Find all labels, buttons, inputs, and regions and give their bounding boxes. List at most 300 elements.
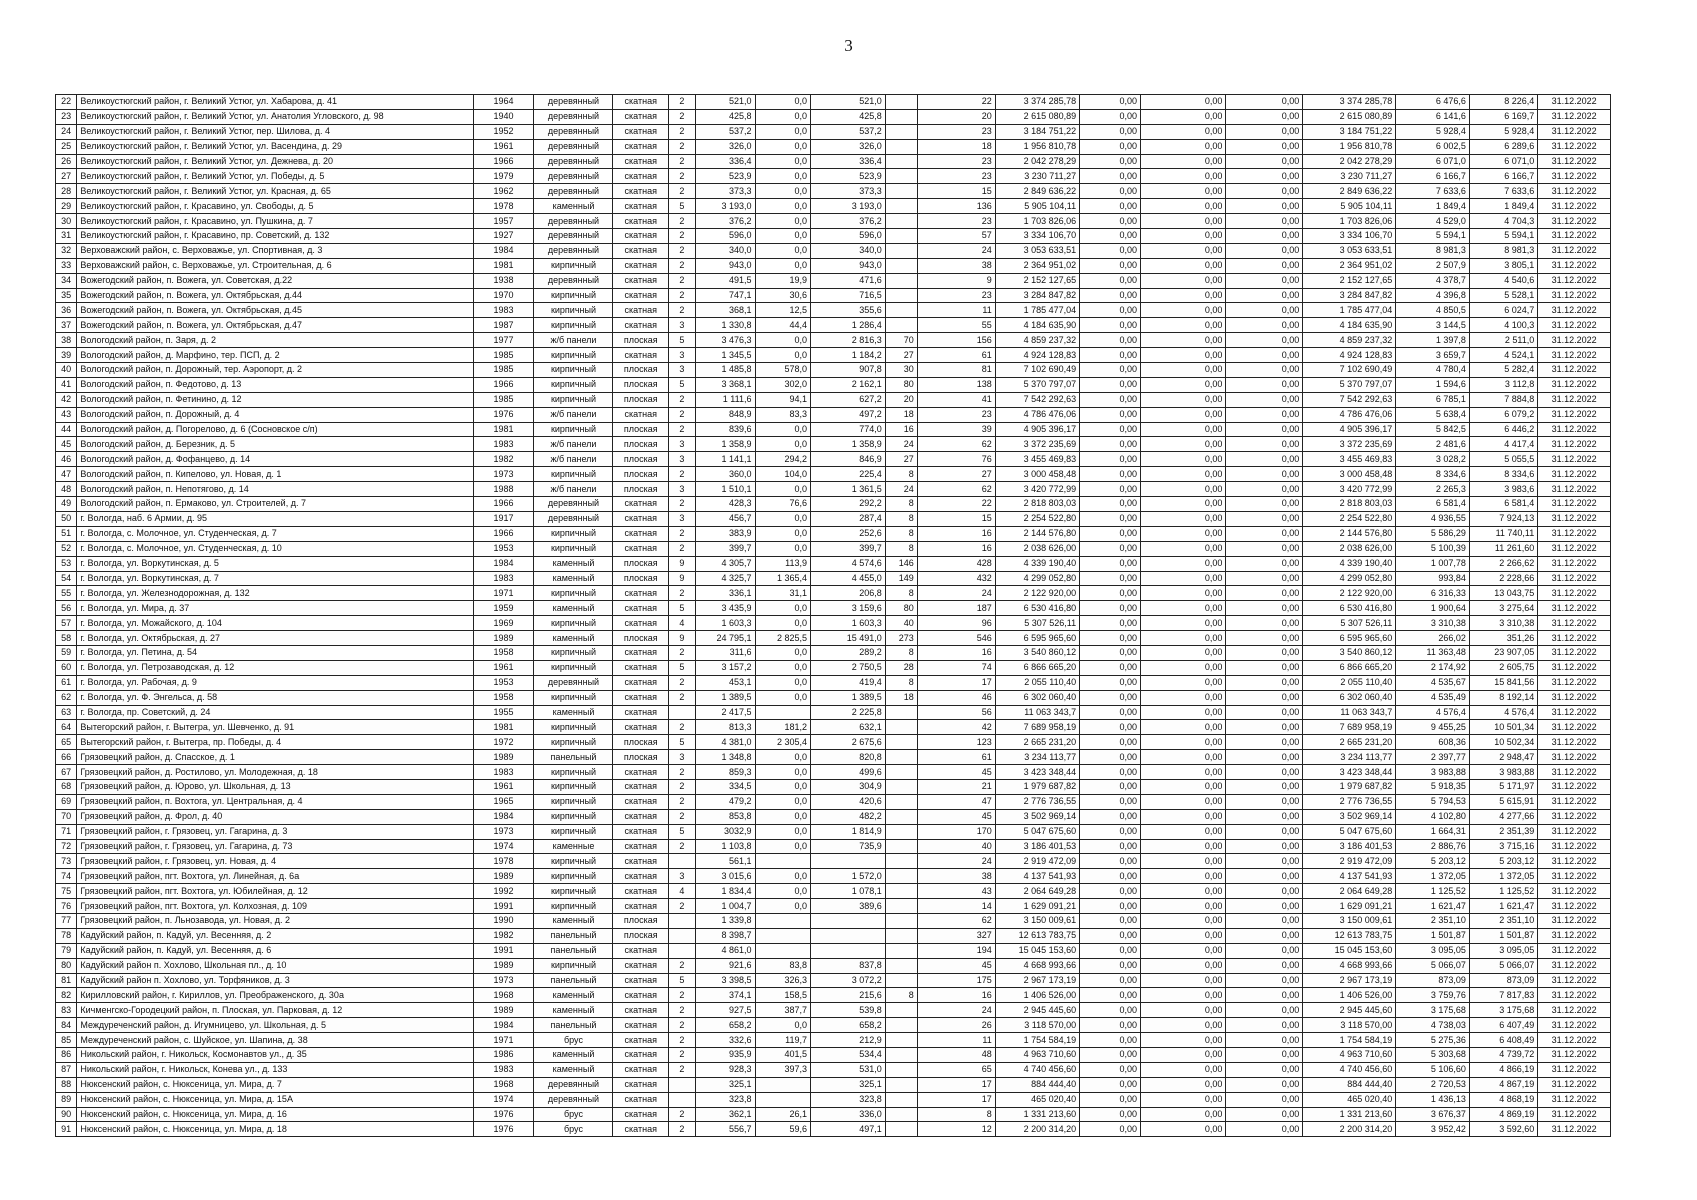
cost-owners-cell: 3 118 570,00: [1303, 1018, 1396, 1033]
nonres-area-cell: [755, 943, 811, 958]
unit-cost-cell: 4 576,4: [1396, 705, 1470, 720]
table-row: [56, 988, 1611, 1003]
total-cost-cell: 7 102 690,49: [995, 363, 1079, 378]
address-cell: Междуреченский район, с. Шуйское, ул. Шапина, д. 38: [77, 1033, 473, 1048]
address-cell: Кадуйский район, п. Кадуй, ул. Весенняя, д. 6: [77, 943, 473, 958]
cost-fund-a-cell: 0,00: [1080, 1092, 1141, 1107]
residents-cell: 23: [917, 124, 995, 139]
total-cost-cell: 1 754 584,19: [995, 1033, 1079, 1048]
res-area-cell: 531,0: [811, 1062, 886, 1077]
build-year-cell: 1958: [473, 690, 534, 705]
cost-fund-a-cell: 0,00: [1080, 318, 1141, 333]
cost-fund-b-cell: 0,00: [1141, 467, 1226, 482]
nonres-area-cell: 578,0: [755, 363, 811, 378]
cost-fund-c-cell: 0,00: [1226, 824, 1303, 839]
address-cell: г. Вологда, пр. Советский, д. 24: [77, 705, 473, 720]
nonres-area-cell: 94,1: [755, 392, 811, 407]
floors-cell: 2: [669, 765, 696, 780]
cost-fund-c-cell: 0,00: [1226, 765, 1303, 780]
unit-cost-limit-cell: 2 605,75: [1469, 660, 1537, 675]
apartments-cell: [885, 884, 917, 899]
res-area-cell: 1 389,5: [811, 690, 886, 705]
cost-fund-c-cell: 0,00: [1226, 482, 1303, 497]
cost-owners-cell: 5 307 526,11: [1303, 616, 1396, 631]
floors-cell: 3: [669, 482, 696, 497]
unit-cost-cell: 1 007,78: [1396, 556, 1470, 571]
cost-owners-cell: 3 184 751,22: [1303, 124, 1396, 139]
table-row: [56, 1092, 1611, 1107]
wall-material-cell: кирпичный: [534, 660, 613, 675]
wall-material-cell: кирпичный: [534, 363, 613, 378]
res-area-cell: 304,9: [811, 779, 886, 794]
build-year-cell: 1984: [473, 1018, 534, 1033]
cost-fund-b-cell: 0,00: [1141, 854, 1226, 869]
address-cell: Никольский район, г. Никольск, Космонавтов ул., д. 35: [77, 1048, 473, 1063]
unit-cost-cell: 3 144,5: [1396, 318, 1470, 333]
unit-cost-cell: 3 175,68: [1396, 1003, 1470, 1018]
cost-fund-c-cell: 0,00: [1226, 601, 1303, 616]
total-area-cell: 927,5: [695, 1003, 755, 1018]
total-cost-cell: 4 668 993,66: [995, 958, 1079, 973]
table-row: [56, 839, 1611, 854]
row-number-cell: 50: [56, 511, 77, 526]
address-cell: Грязовецкий район, д. Ростилово, ул. Молодежная, д. 18: [77, 765, 473, 780]
row-number-cell: 42: [56, 392, 77, 407]
nonres-area-cell: [755, 928, 811, 943]
wall-material-cell: каменный: [534, 1062, 613, 1077]
res-area-cell: 292,2: [811, 497, 886, 512]
cost-owners-cell: 1 703 826,06: [1303, 214, 1396, 229]
total-area-cell: 848,9: [695, 407, 755, 422]
nonres-area-cell: 0,0: [755, 333, 811, 348]
roof-type-cell: скатная: [613, 839, 669, 854]
cost-fund-b-cell: 0,00: [1141, 1048, 1226, 1063]
unit-cost-cell: 5 638,4: [1396, 407, 1470, 422]
cost-owners-cell: 6 866 665,20: [1303, 660, 1396, 675]
wall-material-cell: ж/б панели: [534, 482, 613, 497]
cost-owners-cell: 3 000 458,48: [1303, 467, 1396, 482]
cost-fund-a-cell: 0,00: [1080, 288, 1141, 303]
floors-cell: 2: [669, 675, 696, 690]
unit-cost-cell: 4 378,7: [1396, 273, 1470, 288]
address-cell: г. Вологда, с. Молочное, ул. Студенческая, д. 10: [77, 541, 473, 556]
roof-type-cell: скатная: [613, 1048, 669, 1063]
unit-cost-limit-cell: 873,09: [1469, 973, 1537, 988]
floors-cell: 2: [669, 184, 696, 199]
res-area-cell: 2 816,3: [811, 333, 886, 348]
build-year-cell: 1978: [473, 854, 534, 869]
row-number-cell: 27: [56, 169, 77, 184]
cost-fund-a-cell: 0,00: [1080, 765, 1141, 780]
cost-owners-cell: 4 137 541,93: [1303, 869, 1396, 884]
wall-material-cell: кирпичный: [534, 586, 613, 601]
row-number-cell: 54: [56, 571, 77, 586]
row-number-cell: 49: [56, 497, 77, 512]
residents-cell: 96: [917, 616, 995, 631]
cost-fund-b-cell: 0,00: [1141, 616, 1226, 631]
table-row: [56, 675, 1611, 690]
nonres-area-cell: 0,0: [755, 601, 811, 616]
nonres-area-cell: 0,0: [755, 526, 811, 541]
total-area-cell: 859,3: [695, 765, 755, 780]
wall-material-cell: деревянный: [534, 273, 613, 288]
floors-cell: 2: [669, 392, 696, 407]
apartments-cell: 8: [885, 467, 917, 482]
cost-fund-b-cell: 0,00: [1141, 124, 1226, 139]
residents-cell: 23: [917, 214, 995, 229]
cost-fund-b-cell: 0,00: [1141, 675, 1226, 690]
apartments-cell: 18: [885, 407, 917, 422]
floors-cell: [669, 913, 696, 928]
row-number-cell: 35: [56, 288, 77, 303]
nonres-area-cell: 0,0: [755, 169, 811, 184]
address-cell: Великоустюгский район, г. Великий Устюг, ул. Дежнева, д. 20: [77, 154, 473, 169]
unit-cost-limit-cell: 1 501,87: [1469, 928, 1537, 943]
row-number-cell: 67: [56, 765, 77, 780]
table-row: [56, 482, 1611, 497]
cost-owners-cell: 4 963 710,60: [1303, 1048, 1396, 1063]
cost-fund-a-cell: 0,00: [1080, 541, 1141, 556]
roof-type-cell: плоская: [613, 422, 669, 437]
cost-fund-a-cell: 0,00: [1080, 392, 1141, 407]
total-area-cell: 362,1: [695, 1107, 755, 1122]
cost-fund-b-cell: 0,00: [1141, 1092, 1226, 1107]
housing-registry-table: [55, 94, 1611, 1137]
unit-cost-cell: 6 141,6: [1396, 109, 1470, 124]
table-row: [56, 184, 1611, 199]
cost-fund-a-cell: 0,00: [1080, 943, 1141, 958]
nonres-area-cell: 31,1: [755, 586, 811, 601]
res-area-cell: 907,8: [811, 363, 886, 378]
cost-fund-b-cell: 0,00: [1141, 660, 1226, 675]
address-cell: Великоустюгский район, г. Великий Устюг, ул. Хабарова, д. 41: [77, 95, 473, 110]
row-number-cell: 64: [56, 720, 77, 735]
cost-fund-a-cell: 0,00: [1080, 109, 1141, 124]
cost-fund-b-cell: 0,00: [1141, 1033, 1226, 1048]
res-area-cell: 471,6: [811, 273, 886, 288]
cost-fund-a-cell: 0,00: [1080, 988, 1141, 1003]
apartments-cell: 8: [885, 511, 917, 526]
nonres-area-cell: 0,0: [755, 809, 811, 824]
cost-fund-a-cell: 0,00: [1080, 229, 1141, 244]
address-cell: Вожегодский район, п. Вожега, ул. Советская, д.22: [77, 273, 473, 288]
row-number-cell: 87: [56, 1062, 77, 1077]
address-cell: г. Вологда, ул. Ф. Энгельса, д. 58: [77, 690, 473, 705]
unit-cost-limit-cell: 2 948,47: [1469, 750, 1537, 765]
roof-type-cell: скатная: [613, 154, 669, 169]
nonres-area-cell: 0,0: [755, 541, 811, 556]
apartments-cell: [885, 184, 917, 199]
address-cell: Великоустюгский район, г. Красавино, ул. Свободы, д. 5: [77, 199, 473, 214]
roof-type-cell: скатная: [613, 541, 669, 556]
floors-cell: 5: [669, 824, 696, 839]
cost-fund-a-cell: 0,00: [1080, 958, 1141, 973]
unit-cost-limit-cell: 3 175,68: [1469, 1003, 1537, 1018]
completion-date-cell: 31.12.2022: [1538, 258, 1611, 273]
floors-cell: 3: [669, 437, 696, 452]
table-row: [56, 169, 1611, 184]
res-area-cell: 206,8: [811, 586, 886, 601]
nonres-area-cell: 0,0: [755, 765, 811, 780]
residents-cell: 187: [917, 601, 995, 616]
address-cell: Вологодский район, д. Фофанцево, д. 14: [77, 452, 473, 467]
cost-fund-c-cell: 0,00: [1226, 184, 1303, 199]
floors-cell: 2: [669, 958, 696, 973]
total-cost-cell: 3 186 401,53: [995, 839, 1079, 854]
nonres-area-cell: 0,0: [755, 869, 811, 884]
address-cell: Вологодский район, п. Заря, д. 2: [77, 333, 473, 348]
cost-fund-a-cell: 0,00: [1080, 899, 1141, 914]
roof-type-cell: скатная: [613, 511, 669, 526]
floors-cell: 5: [669, 735, 696, 750]
completion-date-cell: 31.12.2022: [1538, 720, 1611, 735]
build-year-cell: 1982: [473, 452, 534, 467]
wall-material-cell: брус: [534, 1122, 613, 1137]
apartments-cell: [885, 124, 917, 139]
cost-fund-b-cell: 0,00: [1141, 794, 1226, 809]
unit-cost-limit-cell: 1 849,4: [1469, 199, 1537, 214]
cost-fund-a-cell: 0,00: [1080, 854, 1141, 869]
nonres-area-cell: 2 825,5: [755, 631, 811, 646]
cost-fund-c-cell: 0,00: [1226, 675, 1303, 690]
floors-cell: 9: [669, 631, 696, 646]
row-number-cell: 81: [56, 973, 77, 988]
wall-material-cell: деревянный: [534, 214, 613, 229]
apartments-cell: [885, 214, 917, 229]
roof-type-cell: скатная: [613, 854, 669, 869]
residents-cell: 74: [917, 660, 995, 675]
roof-type-cell: скатная: [613, 169, 669, 184]
res-area-cell: 1 572,0: [811, 869, 886, 884]
total-area-cell: 334,5: [695, 779, 755, 794]
apartments-cell: [885, 735, 917, 750]
table-row: [56, 288, 1611, 303]
cost-owners-cell: 2 122 920,00: [1303, 586, 1396, 601]
unit-cost-limit-cell: 6 407,49: [1469, 1018, 1537, 1033]
apartments-cell: [885, 899, 917, 914]
unit-cost-limit-cell: 4 739,72: [1469, 1048, 1537, 1063]
res-area-cell: [811, 913, 886, 928]
floors-cell: 2: [669, 467, 696, 482]
unit-cost-limit-cell: 6 408,49: [1469, 1033, 1537, 1048]
wall-material-cell: кирпичный: [534, 541, 613, 556]
address-cell: г. Вологда, с. Молочное, ул. Студенческая, д. 7: [77, 526, 473, 541]
roof-type-cell: скатная: [613, 958, 669, 973]
total-cost-cell: 11 063 343,7: [995, 705, 1079, 720]
apartments-cell: [885, 169, 917, 184]
roof-type-cell: плоская: [613, 928, 669, 943]
cost-fund-a-cell: 0,00: [1080, 1018, 1141, 1033]
row-number-cell: 46: [56, 452, 77, 467]
roof-type-cell: скатная: [613, 273, 669, 288]
apartments-cell: 149: [885, 571, 917, 586]
floors-cell: 5: [669, 660, 696, 675]
address-cell: Кичменгско-Городецкий район, п. Плоская, ул. Парковая, д. 12: [77, 1003, 473, 1018]
residents-cell: 27: [917, 467, 995, 482]
residents-cell: 12: [917, 1122, 995, 1137]
unit-cost-cell: 6 581,4: [1396, 497, 1470, 512]
unit-cost-cell: 1 436,13: [1396, 1092, 1470, 1107]
cost-owners-cell: 3 334 106,70: [1303, 229, 1396, 244]
cost-fund-a-cell: 0,00: [1080, 333, 1141, 348]
residents-cell: 16: [917, 645, 995, 660]
unit-cost-limit-cell: 7 633,6: [1469, 184, 1537, 199]
unit-cost-cell: 993,84: [1396, 571, 1470, 586]
nonres-area-cell: 0,0: [755, 95, 811, 110]
cost-fund-a-cell: 0,00: [1080, 735, 1141, 750]
roof-type-cell: скатная: [613, 303, 669, 318]
unit-cost-limit-cell: 6 024,7: [1469, 303, 1537, 318]
nonres-area-cell: 0,0: [755, 437, 811, 452]
cost-fund-b-cell: 0,00: [1141, 407, 1226, 422]
cost-fund-b-cell: 0,00: [1141, 705, 1226, 720]
residents-cell: 26: [917, 1018, 995, 1033]
cost-fund-c-cell: 0,00: [1226, 154, 1303, 169]
total-area-cell: 928,3: [695, 1062, 755, 1077]
residents-cell: 43: [917, 884, 995, 899]
res-area-cell: 252,6: [811, 526, 886, 541]
address-cell: г. Вологда, ул. Петина, д. 54: [77, 645, 473, 660]
floors-cell: 2: [669, 779, 696, 794]
res-area-cell: 420,6: [811, 794, 886, 809]
res-area-cell: 2 225,8: [811, 705, 886, 720]
apartments-cell: 28: [885, 660, 917, 675]
apartments-cell: [885, 1018, 917, 1033]
unit-cost-limit-cell: 2 228,66: [1469, 571, 1537, 586]
floors-cell: 9: [669, 571, 696, 586]
cost-fund-c-cell: 0,00: [1226, 586, 1303, 601]
nonres-area-cell: 0,0: [755, 422, 811, 437]
apartments-cell: 273: [885, 631, 917, 646]
total-area-cell: 1 358,9: [695, 437, 755, 452]
build-year-cell: 1983: [473, 571, 534, 586]
address-cell: г. Вологда, ул. Можайского, д. 104: [77, 616, 473, 631]
residents-cell: 56: [917, 705, 995, 720]
total-cost-cell: 884 444,40: [995, 1077, 1079, 1092]
nonres-area-cell: 59,6: [755, 1122, 811, 1137]
address-cell: Кирилловский район, г. Кириллов, ул. Преображенского, д. 30а: [77, 988, 473, 1003]
row-number-cell: 25: [56, 139, 77, 154]
residents-cell: 81: [917, 363, 995, 378]
roof-type-cell: плоская: [613, 750, 669, 765]
table-row: [56, 809, 1611, 824]
unit-cost-limit-cell: 5 928,4: [1469, 124, 1537, 139]
nonres-area-cell: 0,0: [755, 824, 811, 839]
build-year-cell: 1966: [473, 497, 534, 512]
cost-owners-cell: 4 339 190,40: [1303, 556, 1396, 571]
residents-cell: 48: [917, 1048, 995, 1063]
unit-cost-cell: 4 535,67: [1396, 675, 1470, 690]
completion-date-cell: 31.12.2022: [1538, 988, 1611, 1003]
total-area-cell: 935,9: [695, 1048, 755, 1063]
total-area-cell: 491,5: [695, 273, 755, 288]
completion-date-cell: 31.12.2022: [1538, 229, 1611, 244]
residents-cell: 55: [917, 318, 995, 333]
build-year-cell: 1992: [473, 884, 534, 899]
total-area-cell: 747,1: [695, 288, 755, 303]
floors-cell: 2: [669, 794, 696, 809]
wall-material-cell: кирпичный: [534, 735, 613, 750]
completion-date-cell: 31.12.2022: [1538, 139, 1611, 154]
floors-cell: [669, 943, 696, 958]
address-cell: Вологодский район, д. Погорелово, д. 6 (Сосновское с/п): [77, 422, 473, 437]
apartments-cell: 24: [885, 437, 917, 452]
build-year-cell: 1974: [473, 1092, 534, 1107]
residents-cell: 23: [917, 154, 995, 169]
res-area-cell: 632,1: [811, 720, 886, 735]
wall-material-cell: брус: [534, 1107, 613, 1122]
floors-cell: 2: [669, 243, 696, 258]
completion-date-cell: 31.12.2022: [1538, 869, 1611, 884]
floors-cell: 2: [669, 303, 696, 318]
roof-type-cell: плоская: [613, 482, 669, 497]
cost-fund-a-cell: 0,00: [1080, 1048, 1141, 1063]
roof-type-cell: скатная: [613, 199, 669, 214]
cost-fund-c-cell: 0,00: [1226, 616, 1303, 631]
total-cost-cell: 3 455 469,83: [995, 452, 1079, 467]
cost-fund-b-cell: 0,00: [1141, 497, 1226, 512]
res-area-cell: 225,4: [811, 467, 886, 482]
cost-fund-c-cell: 0,00: [1226, 1122, 1303, 1137]
wall-material-cell: каменный: [534, 913, 613, 928]
residents-cell: 20: [917, 109, 995, 124]
floors-cell: 2: [669, 139, 696, 154]
address-cell: Нюксенский район, с. Нюксеница, ул. Мира, д. 15А: [77, 1092, 473, 1107]
total-area-cell: 376,2: [695, 214, 755, 229]
apartments-cell: [885, 154, 917, 169]
build-year-cell: 1991: [473, 943, 534, 958]
cost-fund-a-cell: 0,00: [1080, 1077, 1141, 1092]
res-area-cell: 336,0: [811, 1107, 886, 1122]
cost-fund-c-cell: 0,00: [1226, 988, 1303, 1003]
floors-cell: 3: [669, 348, 696, 363]
wall-material-cell: кирпичный: [534, 645, 613, 660]
total-cost-cell: 2 064 649,28: [995, 884, 1079, 899]
floors-cell: 2: [669, 95, 696, 110]
unit-cost-cell: 7 633,6: [1396, 184, 1470, 199]
unit-cost-cell: 2 720,53: [1396, 1077, 1470, 1092]
total-area-cell: 521,0: [695, 95, 755, 110]
cost-fund-c-cell: 0,00: [1226, 779, 1303, 794]
residents-cell: 18: [917, 139, 995, 154]
nonres-area-cell: 83,8: [755, 958, 811, 973]
floors-cell: 3: [669, 750, 696, 765]
cost-fund-c-cell: 0,00: [1226, 1033, 1303, 1048]
nonres-area-cell: 0,0: [755, 884, 811, 899]
floors-cell: 4: [669, 616, 696, 631]
wall-material-cell: панельный: [534, 928, 613, 943]
cost-owners-cell: 4 668 993,66: [1303, 958, 1396, 973]
roof-type-cell: скатная: [613, 899, 669, 914]
table-row: [56, 139, 1611, 154]
floors-cell: 3: [669, 363, 696, 378]
unit-cost-limit-cell: 3 805,1: [1469, 258, 1537, 273]
floors-cell: 2: [669, 988, 696, 1003]
table-row: [56, 631, 1611, 646]
cost-fund-b-cell: 0,00: [1141, 169, 1226, 184]
cost-owners-cell: 1 331 213,60: [1303, 1107, 1396, 1122]
total-cost-cell: 2 122 920,00: [995, 586, 1079, 601]
nonres-area-cell: 0,0: [755, 109, 811, 124]
cost-fund-a-cell: 0,00: [1080, 616, 1141, 631]
wall-material-cell: каменный: [534, 601, 613, 616]
nonres-area-cell: [755, 1092, 811, 1107]
completion-date-cell: 31.12.2022: [1538, 928, 1611, 943]
total-cost-cell: 3 230 711,27: [995, 169, 1079, 184]
wall-material-cell: кирпичный: [534, 422, 613, 437]
wall-material-cell: кирпичный: [534, 765, 613, 780]
cost-fund-c-cell: 0,00: [1226, 869, 1303, 884]
